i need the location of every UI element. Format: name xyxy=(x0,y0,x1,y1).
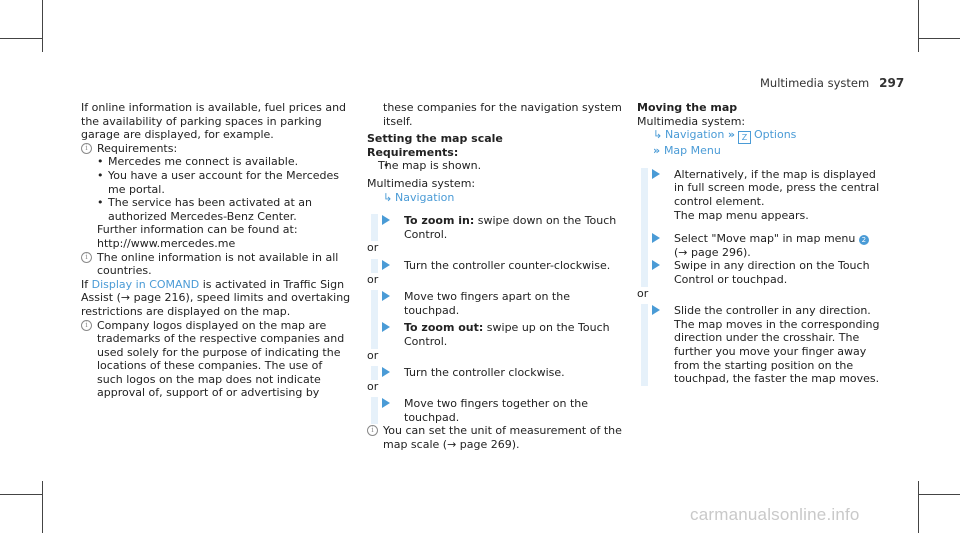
or-label: or xyxy=(367,379,379,393)
further-info: Further information can be found at: http://www.mercedes.me xyxy=(97,223,298,250)
step-text: (→ page 296). xyxy=(674,245,751,259)
info-icon: i xyxy=(367,425,378,436)
step-arrow-icon xyxy=(382,260,390,270)
step-result: The map menu appears. xyxy=(674,208,809,222)
step-result: The map moves in the corresponding direction under the crosshair. The further you move your finger away from the starting position on the touchpad, the faster the map moves. xyxy=(674,317,880,386)
requirements-note xyxy=(81,142,351,156)
note-text: You can set the unit of measurement of the map scale (→ page 269). xyxy=(383,424,622,452)
page-number: 297 xyxy=(879,76,905,90)
return-arrow-icon: ↳ xyxy=(383,190,393,204)
step-arrow-icon xyxy=(382,215,390,225)
info-icon: i xyxy=(81,320,92,331)
step-bold: To zoom in: xyxy=(404,214,475,228)
step-alternatively xyxy=(641,168,882,222)
note-logos xyxy=(81,319,351,401)
crop-mark xyxy=(918,494,960,495)
note-map-scale xyxy=(367,424,627,451)
step-arrow-icon xyxy=(382,322,390,332)
traffic-sign-paragraph xyxy=(81,278,351,319)
crop-mark xyxy=(918,481,919,533)
list-item: • The map is shown. xyxy=(367,159,627,173)
section-title: Multimedia system xyxy=(760,76,870,90)
navigation-link[interactable]: Navigation xyxy=(665,128,725,142)
step-turn-ccw xyxy=(371,259,627,273)
crop-mark xyxy=(0,494,42,495)
note-text: Company logos displayed on the map are trademarks of the respective companies and used solely for the purpose of indicating the locations of these companies. The use of such logos on the map does not indicate approval of, support of or advertising by xyxy=(97,318,345,400)
step-arrow-icon xyxy=(652,233,660,243)
step-arrow-icon xyxy=(382,367,390,377)
display-in-comand-link[interactable]: Display in COMAND xyxy=(91,277,200,291)
crop-mark xyxy=(0,38,42,39)
double-chevron-icon: » xyxy=(653,144,664,158)
step-zoom-out xyxy=(371,317,627,348)
list-item: • You have a user account for the Mercedes me portal. xyxy=(81,169,351,196)
column-1 xyxy=(81,101,351,400)
step-text: Move two fingers together on the touchpad. xyxy=(404,397,589,424)
step-arrow-icon xyxy=(382,398,390,408)
requirements-title: Requirements: xyxy=(97,141,178,155)
callout-number: 2 xyxy=(859,235,869,245)
step-text: Slide the controller in any direction. xyxy=(674,304,871,318)
running-header xyxy=(760,76,904,90)
step-text: Swipe in any direction on the Touch Control or touchpad. xyxy=(674,259,870,286)
step-slide xyxy=(641,304,882,386)
or-label: or xyxy=(367,348,379,362)
column-3 xyxy=(637,101,882,386)
section-heading: Setting the map scale xyxy=(367,132,503,146)
map-menu-link[interactable]: Map Menu xyxy=(663,144,721,158)
options-link[interactable]: Options xyxy=(753,128,797,142)
step-select-move-map xyxy=(641,222,882,259)
step-text: Alternatively, if the map is displayed in full screen mode, press the central control element. xyxy=(674,167,880,208)
navigation-link[interactable]: Navigation xyxy=(395,190,455,204)
list-item: • The service has been activated at an authorized Mercedes-Benz Center. xyxy=(81,196,351,223)
nav-path xyxy=(637,144,882,158)
info-icon: i xyxy=(81,252,92,263)
step-arrow-icon xyxy=(652,260,660,270)
info-icon: i xyxy=(81,143,92,154)
list-item: • Mercedes me connect is available. xyxy=(81,155,351,169)
step-turn-cw xyxy=(371,366,627,380)
return-arrow-icon: ↳ xyxy=(653,128,663,142)
or-label: or xyxy=(637,286,649,300)
intro-paragraph: If online information is available, fuel prices and the availability of parking spaces in parking garage are displayed, for example. xyxy=(81,101,347,142)
step-text: swipe down on the Touch Control. xyxy=(404,214,617,241)
step-arrow-icon xyxy=(652,305,660,315)
crop-mark xyxy=(42,481,43,533)
continued-text: these companies for the navigation system itself. xyxy=(383,101,622,128)
step-text: swipe up on the Touch Control. xyxy=(404,321,610,348)
nav-path xyxy=(367,191,627,205)
or-label: or xyxy=(367,241,379,255)
note-countries xyxy=(81,251,351,278)
multimedia-label: Multimedia system: xyxy=(637,114,746,128)
or-label: or xyxy=(367,272,379,286)
watermark: carmanualsonline.info xyxy=(690,505,860,524)
step-text: Select "Move map" in map menu xyxy=(674,232,859,246)
requirements-title: Requirements: xyxy=(367,145,459,159)
column-2 xyxy=(367,101,627,452)
step-text: Turn the controller clockwise. xyxy=(404,366,565,380)
crop-mark xyxy=(42,0,43,52)
step-zoom-in xyxy=(371,214,627,241)
step-fingers-together xyxy=(371,397,627,424)
section-heading: Moving the map xyxy=(637,101,738,114)
step-arrow-icon xyxy=(652,169,660,179)
step-bold: To zoom out: xyxy=(404,321,484,335)
options-icon: Z xyxy=(738,131,751,144)
nav-path xyxy=(637,128,882,144)
step-fingers-apart xyxy=(371,290,627,317)
text: If xyxy=(81,277,92,291)
crop-mark xyxy=(918,38,960,39)
crop-mark xyxy=(918,0,919,52)
multimedia-label: Multimedia system: xyxy=(367,176,476,190)
text: is activated in Traffic Sign Assist (→ page 216), speed limits and overtaking restrictions are displayed on the map. xyxy=(81,277,351,318)
step-arrow-icon xyxy=(382,291,390,301)
note-text: The online information is not available in all countries. xyxy=(97,250,339,278)
step-swipe xyxy=(641,259,882,286)
double-chevron-icon: » xyxy=(727,128,735,142)
step-text: Turn the controller counter-clockwise. xyxy=(404,258,611,272)
step-text: Move two fingers apart on the touchpad. xyxy=(404,290,570,317)
